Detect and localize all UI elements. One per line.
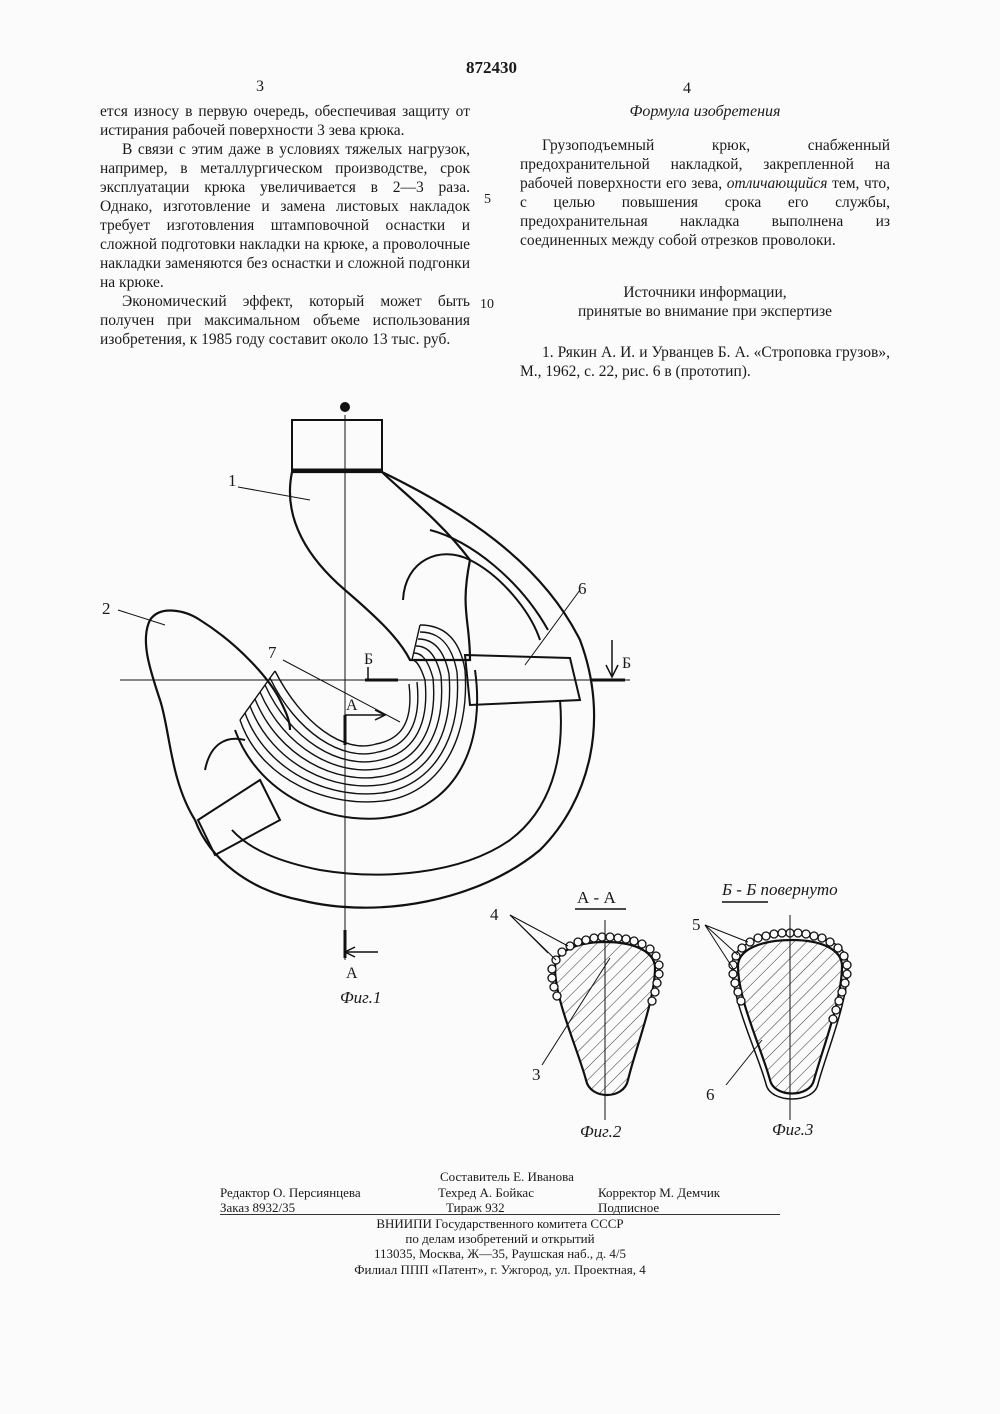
fig1-label-1: 1 <box>228 471 237 490</box>
footer-techred: Техред А. Бойкас <box>438 1185 534 1200</box>
center-dot <box>340 402 350 412</box>
fig3-section-title: Б - Б повернуто <box>722 880 838 899</box>
figure-3-drawing <box>692 870 900 1150</box>
footer-order: Заказ 8932/35 <box>220 1200 296 1215</box>
footer-compiler: Составитель Е. Иванова <box>440 1169 574 1184</box>
paragraph-3: Экономический эффект, который может быть получен при максимальном объеме использования изобретения, к 1985 году составит около 13 тыс. руб. <box>100 293 470 348</box>
fig1-caption: Фиг.1 <box>340 988 382 1007</box>
figure-2-drawing <box>490 880 720 1150</box>
footer-org-line3: 113035, Москва, Ж—35, Раушская наб., д. 4/5 <box>373 1246 627 1261</box>
claim-text-italic: отличающийся <box>726 175 828 192</box>
fig2-caption: Фиг.2 <box>580 1122 622 1141</box>
sources-title-line1: Источники информации, <box>623 284 787 301</box>
fig3-label-6: 6 <box>706 1085 715 1104</box>
hook-body-upper <box>290 472 470 660</box>
fig3-caption: Фиг.3 <box>772 1120 814 1139</box>
footer-org-line1: ВНИИПИ Государственного комитета СССР <box>376 1216 624 1231</box>
claim-text-start: Грузоподъемный крюк, снабженный предохранительной накладкой, закрепленной на рабочей поверхности его зева, <box>520 137 890 192</box>
footer-subscription: Подписное <box>598 1200 660 1215</box>
right-column-number: 4 <box>683 80 691 97</box>
margin-line-10: 10 <box>480 297 494 312</box>
fig1-label-b-right: Б <box>622 655 632 672</box>
fig2-label-4: 4 <box>490 905 499 924</box>
fig1-label-a-top: А <box>346 697 358 714</box>
paragraph-1: ется износу в первую очередь, обеспечивая защиту от истирания рабочей поверхности 3 зева крюка. <box>100 103 470 139</box>
fig3-label-5: 5 <box>692 915 701 934</box>
hook-inner-contour <box>403 554 540 640</box>
footer-org-line2: по делам изобретений и открытий <box>405 1231 595 1246</box>
fig1-label-7: 7 <box>268 643 277 662</box>
hook-tip <box>146 611 290 820</box>
paragraph-2: В связи с этим даже в условиях тяжелых нагрузок, например, в металлургическом производстве, срок эксплуатации крюка увеличивается в 2—3 раза. Однако, изготовление и замена листовых накладок требует изготовления штамповочной оснастки и сложной подготовки накладки на крюке, а проволочные накладки заменяются без оснастки и сложной подгонки на крюке. <box>100 141 470 291</box>
fig1-label-a-bottom: А <box>346 965 358 982</box>
hook-outer-contour <box>195 472 594 908</box>
left-column-number: 3 <box>256 78 264 95</box>
margin-line-5: 5 <box>484 192 491 207</box>
claims-title: Формула изобретения <box>629 103 781 120</box>
claim-text-end: тем, что, с целью повышения срока его службы, предохранительная накладка выполнена из соединенных между собой отрезков проволоки. <box>520 175 890 249</box>
footer-divider <box>220 1214 780 1215</box>
source-1-text: 1. Рякин А. И. и Урванцев Б. А. «Строповка грузов», М., 1962, с. 22, рис. 6 в (прототип). <box>520 344 890 380</box>
footer-circulation: Тираж 932 <box>446 1200 505 1215</box>
fig1-label-6: 6 <box>578 579 587 598</box>
fig1-label-b-left: Б <box>364 651 374 668</box>
fig2-label-3: 3 <box>532 1065 541 1084</box>
fig2-section-title: А - А <box>577 888 616 907</box>
strap-left <box>198 780 280 855</box>
sources-title-line2: принятые во внимание при экспертизе <box>577 303 833 320</box>
patent-number: 872430 <box>466 58 517 77</box>
hook-shank <box>292 420 382 470</box>
footer-editor: Редактор О. Персиянцева <box>220 1185 361 1200</box>
footer-corrector: Корректор М. Демчик <box>598 1185 721 1200</box>
footer-org-line4: Филиал ППП «Патент», г. Ужгород, ул. Проектная, 4 <box>354 1262 646 1277</box>
fig1-label-2: 2 <box>102 599 111 618</box>
